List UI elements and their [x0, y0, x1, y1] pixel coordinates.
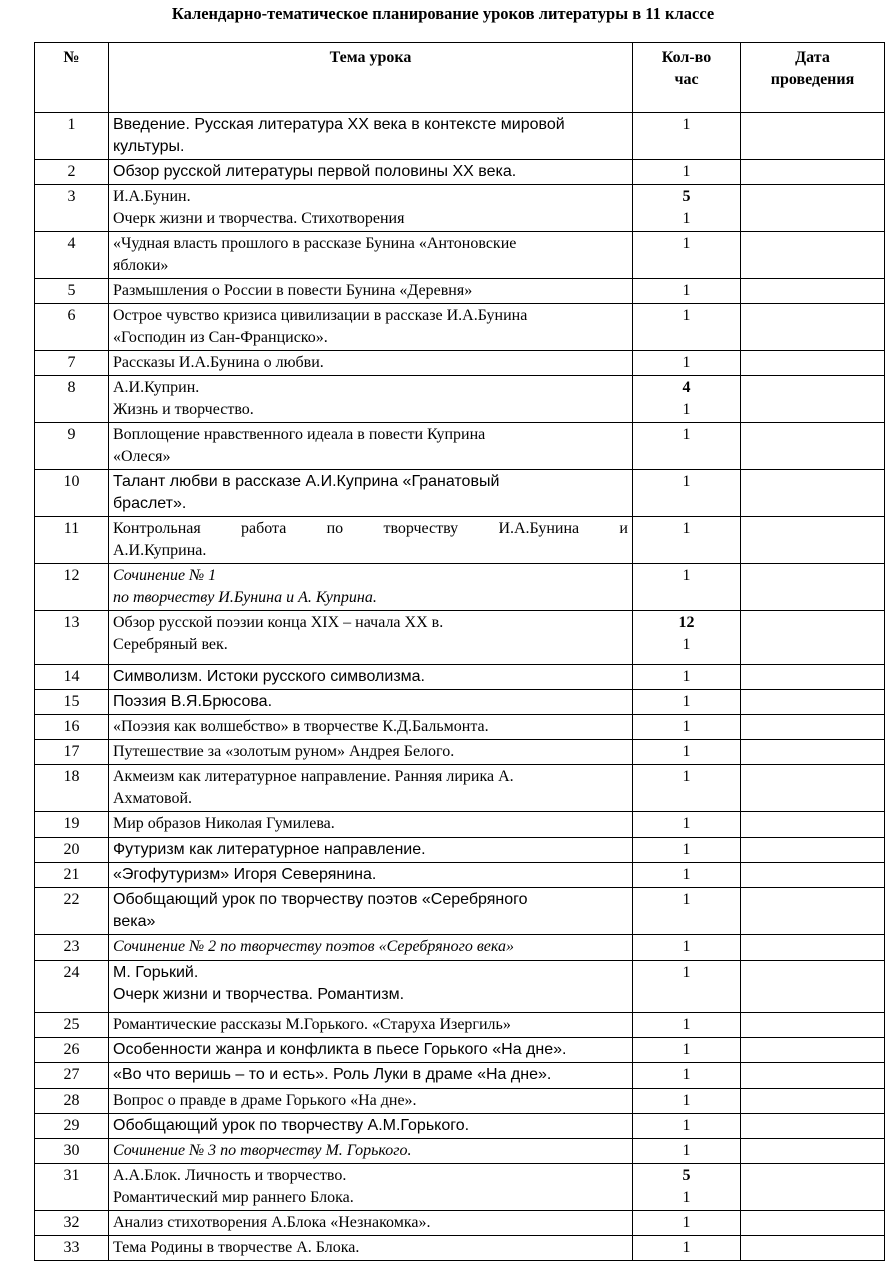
- lesson-topic: [109, 690, 633, 715]
- lesson-hours: [633, 470, 741, 517]
- lesson-topic-line: культуры.: [113, 138, 185, 155]
- lesson-number: 30: [35, 1139, 109, 1164]
- lesson-topic-line: Тема Родины в творчестве А. Блока.: [113, 1239, 360, 1256]
- lesson-hours-value: 1: [682, 1239, 691, 1256]
- lesson-hours: [633, 1089, 741, 1114]
- lesson-hours: [633, 517, 741, 564]
- lesson-date: [741, 665, 885, 690]
- lesson-hours: [633, 665, 741, 690]
- lesson-number: 19: [35, 812, 109, 838]
- lesson-hours: [633, 1236, 741, 1261]
- lesson-topic-line: Акмеизм как литературное направление. Ранняя лирика А.: [113, 768, 514, 785]
- lesson-topic: [109, 1063, 633, 1089]
- lesson-number: 18: [35, 765, 109, 812]
- lesson-date: [741, 376, 885, 423]
- lesson-number: 6: [35, 304, 109, 351]
- lesson-date: [741, 160, 885, 185]
- table-row: [35, 160, 885, 185]
- lesson-hours: [633, 1139, 741, 1164]
- lesson-plan-table: [34, 42, 885, 1261]
- lesson-topic: [109, 564, 633, 611]
- section-hours-total: 12: [678, 614, 695, 631]
- lesson-topic: [109, 1211, 633, 1236]
- lesson-topic-line: Вопрос о правде в драме Горького «На дне».: [113, 1092, 417, 1109]
- lesson-topic: [109, 279, 633, 304]
- lesson-date: [741, 611, 885, 665]
- lesson-topic-line: Поэзия В.Я.Брюсова.: [113, 693, 273, 710]
- lesson-hours-value: 1: [682, 307, 691, 324]
- lesson-topic-line: Обобщающий урок по творчеству А.М.Горького.: [113, 1117, 470, 1134]
- table-row: [35, 690, 885, 715]
- lesson-date: [741, 113, 885, 160]
- lesson-topic: [109, 888, 633, 935]
- lesson-date: [741, 961, 885, 1013]
- lesson-topic-line: Очерк жизни и творчества. Романтизм.: [113, 986, 405, 1003]
- lesson-topic: [109, 376, 633, 423]
- lesson-hours: [633, 715, 741, 740]
- lesson-hours-value: 1: [682, 520, 691, 537]
- lesson-date: [741, 1114, 885, 1139]
- lesson-topic: [109, 863, 633, 888]
- lesson-topic: [109, 715, 633, 740]
- lesson-hours-value: 1: [682, 1214, 691, 1231]
- lesson-date: [741, 423, 885, 470]
- lesson-hours: [633, 1013, 741, 1038]
- lesson-hours-value: 1: [682, 1016, 691, 1033]
- lesson-hours: [633, 185, 741, 232]
- lesson-number: 23: [35, 935, 109, 961]
- lesson-topic-line: Обобщающий урок по творчеству поэтов «Серебряного: [113, 891, 528, 908]
- lesson-number: 13: [35, 611, 109, 665]
- lesson-hours: [633, 961, 741, 1013]
- table-header-row: [35, 43, 885, 113]
- lesson-topic: [109, 304, 633, 351]
- lesson-topic-line: Контрольная работа по творчеству И.А.Бунина и: [113, 520, 628, 537]
- lesson-number: 31: [35, 1164, 109, 1211]
- lesson-topic-line: Анализ стихотворения А.Блока «Незнакомка».: [113, 1214, 431, 1231]
- lesson-date: [741, 935, 885, 961]
- lesson-topic: [109, 1013, 633, 1038]
- lesson-hours-value: 1: [682, 426, 691, 443]
- table-row: [35, 1114, 885, 1139]
- lesson-topic-line: Талант любви в рассказе А.И.Куприна «Гранатовый: [113, 473, 500, 490]
- lesson-topic-line: «Чудная власть прошлого в рассказе Бунина «Антоновские: [113, 235, 517, 252]
- lesson-topic-line: по творчеству И.Бунина и А. Куприна.: [113, 589, 377, 606]
- lesson-topic-line: «Господин из Сан-Франциско».: [113, 329, 328, 346]
- lesson-topic-line: Ахматовой.: [113, 790, 193, 807]
- lesson-number: 2: [35, 160, 109, 185]
- lesson-hours-value: 1: [682, 354, 691, 371]
- lesson-number: 12: [35, 564, 109, 611]
- lesson-hours: [633, 351, 741, 376]
- lesson-hours: [633, 765, 741, 812]
- lesson-hours-value: 1: [682, 1189, 691, 1206]
- table-row: [35, 1013, 885, 1038]
- table-row: [35, 838, 885, 863]
- lesson-hours: [633, 304, 741, 351]
- lesson-hours-value: 1: [682, 210, 691, 227]
- table-row: [35, 935, 885, 961]
- table-row: [35, 1089, 885, 1114]
- lesson-topic-line: Жизнь и творчество.: [113, 401, 254, 418]
- lesson-date: [741, 838, 885, 863]
- lesson-topic: [109, 423, 633, 470]
- lesson-number: 10: [35, 470, 109, 517]
- lesson-topic-line: Серебряный век.: [113, 636, 228, 653]
- lesson-topic-line: И.А.Бунин.: [113, 188, 191, 205]
- lesson-topic: [109, 232, 633, 279]
- lesson-hours: [633, 1164, 741, 1211]
- lesson-date: [741, 1089, 885, 1114]
- lesson-hours-value: 1: [682, 668, 691, 685]
- lesson-topic-line: А.И.Куприна.: [113, 542, 207, 559]
- lesson-hours-value: 1: [682, 1117, 691, 1134]
- lesson-topic-line: Романтические рассказы М.Горького. «Старуха Изергиль»: [113, 1016, 511, 1033]
- lesson-topic-line: Особенности жанра и конфликта в пьесе Горького «На дне».: [113, 1041, 567, 1058]
- table-row: [35, 961, 885, 1013]
- lesson-hours-value: 1: [682, 693, 691, 710]
- lesson-number: 9: [35, 423, 109, 470]
- header-date: [741, 43, 885, 113]
- header-number: №: [35, 43, 109, 113]
- table-row: [35, 765, 885, 812]
- lesson-date: [741, 232, 885, 279]
- lesson-number: 3: [35, 185, 109, 232]
- lesson-number: 8: [35, 376, 109, 423]
- lesson-hours: [633, 1211, 741, 1236]
- lesson-topic: [109, 665, 633, 690]
- header-hours-line2: час: [674, 71, 699, 88]
- lesson-topic-line: «Эгофутуризм» Игоря Северянина.: [113, 866, 377, 883]
- section-hours-total: 5: [682, 188, 691, 205]
- lesson-topic-line: Сочинение № 3 по творчеству М. Горького.: [113, 1142, 412, 1159]
- lesson-hours: [633, 888, 741, 935]
- lesson-topic: [109, 185, 633, 232]
- lesson-hours: [633, 1063, 741, 1089]
- lesson-date: [741, 740, 885, 765]
- lesson-topic-line: Острое чувство кризиса цивилизации в рассказе И.А.Бунина: [113, 307, 528, 324]
- lesson-date: [741, 470, 885, 517]
- table-row: [35, 888, 885, 935]
- lesson-hours-value: 1: [682, 1092, 691, 1109]
- table-row: [35, 470, 885, 517]
- lesson-hours: [633, 812, 741, 838]
- lesson-number: 4: [35, 232, 109, 279]
- lesson-hours: [633, 935, 741, 961]
- table-row: [35, 423, 885, 470]
- lesson-date: [741, 1063, 885, 1089]
- table-row: [35, 1164, 885, 1211]
- lesson-date: [741, 1013, 885, 1038]
- table-row: [35, 665, 885, 690]
- lesson-number: 14: [35, 665, 109, 690]
- lesson-topic-line: Мир образов Николая Гумилева.: [113, 815, 335, 832]
- lesson-topic-line: Введение. Русская литература XX века в контексте мировой: [113, 116, 565, 133]
- lesson-number: 1: [35, 113, 109, 160]
- lesson-hours: [633, 232, 741, 279]
- lesson-hours: [633, 611, 741, 665]
- table-row: [35, 232, 885, 279]
- lesson-topic-line: М. Горький.: [113, 964, 199, 981]
- lesson-date: [741, 715, 885, 740]
- header-date-line2: проведения: [770, 71, 855, 88]
- lesson-hours-value: 1: [682, 938, 691, 955]
- lesson-hours: [633, 1038, 741, 1063]
- lesson-number: 11: [35, 517, 109, 564]
- lesson-hours: [633, 113, 741, 160]
- section-hours-total: 5: [682, 1167, 691, 1184]
- lesson-topic-line: А.А.Блок. Личность и творчество.: [113, 1167, 347, 1184]
- lesson-topic-line: «Олеся»: [113, 448, 171, 465]
- table-row: [35, 1063, 885, 1089]
- lesson-topic: [109, 1038, 633, 1063]
- lesson-number: 28: [35, 1089, 109, 1114]
- table-row: [35, 376, 885, 423]
- lesson-number: 33: [35, 1236, 109, 1261]
- lesson-topic: [109, 611, 633, 665]
- lesson-hours: [633, 863, 741, 888]
- header-topic: Тема урока: [109, 43, 633, 113]
- lesson-hours-value: 1: [682, 841, 691, 858]
- table-row: [35, 863, 885, 888]
- lesson-hours-value: 1: [682, 891, 691, 908]
- lesson-topic: [109, 740, 633, 765]
- lesson-date: [741, 1038, 885, 1063]
- lesson-hours: [633, 423, 741, 470]
- lesson-topic: [109, 113, 633, 160]
- lesson-topic: [109, 470, 633, 517]
- lesson-hours-value: 1: [682, 567, 691, 584]
- lesson-hours-value: 1: [682, 235, 691, 252]
- lesson-number: 5: [35, 279, 109, 304]
- table-row: [35, 715, 885, 740]
- table-row: [35, 517, 885, 564]
- lesson-topic: [109, 935, 633, 961]
- lesson-topic-line: Путешествие за «золотым руном» Андрея Белого.: [113, 743, 455, 760]
- lesson-date: [741, 279, 885, 304]
- lesson-topic-line: яблоки»: [113, 257, 169, 274]
- lesson-topic-line: браслет».: [113, 495, 187, 512]
- lesson-hours-value: 1: [682, 768, 691, 785]
- lesson-date: [741, 564, 885, 611]
- lesson-topic-line: Воплощение нравственного идеала в повести Куприна: [113, 426, 486, 443]
- lesson-hours: [633, 376, 741, 423]
- lesson-topic-line: века»: [113, 913, 156, 930]
- lesson-topic-line: Обзор русской поэзии конца XIX – начала XX в.: [113, 614, 444, 631]
- lesson-topic-line: Рассказы И.А.Бунина о любви.: [113, 354, 324, 371]
- lesson-hours-value: 1: [682, 163, 691, 180]
- lesson-number: 27: [35, 1063, 109, 1089]
- lesson-number: 26: [35, 1038, 109, 1063]
- lesson-topic: [109, 1114, 633, 1139]
- lesson-number: 20: [35, 838, 109, 863]
- section-hours-total: 4: [682, 379, 691, 396]
- lesson-hours: [633, 279, 741, 304]
- lesson-date: [741, 1211, 885, 1236]
- lesson-topic: [109, 1236, 633, 1261]
- lesson-topic-line: Романтический мир раннего Блока.: [113, 1189, 354, 1206]
- lesson-topic-line: Сочинение № 1: [113, 567, 217, 584]
- lesson-topic: [109, 1164, 633, 1211]
- lesson-topic: [109, 517, 633, 564]
- lesson-topic-line: Обзор русской литературы первой половины XX века.: [113, 163, 517, 180]
- lesson-hours-value: 1: [682, 401, 691, 418]
- table-row: [35, 304, 885, 351]
- lesson-number: 15: [35, 690, 109, 715]
- lesson-topic-line: Очерк жизни и творчества. Стихотворения: [113, 210, 405, 227]
- lesson-date: [741, 765, 885, 812]
- lesson-hours-value: 1: [682, 282, 691, 299]
- page-title: Календарно-тематическое планирование уроков литературы в 11 классе: [171, 4, 715, 23]
- lesson-date: [741, 888, 885, 935]
- table-row: [35, 740, 885, 765]
- lesson-number: 32: [35, 1211, 109, 1236]
- lesson-topic: [109, 765, 633, 812]
- lesson-hours-value: 1: [682, 636, 691, 653]
- lesson-topic: [109, 351, 633, 376]
- lesson-topic-line: Футуризм как литературное направление.: [113, 841, 426, 858]
- lesson-date: [741, 1164, 885, 1211]
- lesson-topic-line: А.И.Куприн.: [113, 379, 200, 396]
- lesson-date: [741, 812, 885, 838]
- lesson-hours: [633, 740, 741, 765]
- table-row: [35, 1139, 885, 1164]
- lesson-hours-value: 1: [682, 718, 691, 735]
- lesson-topic-line: «Поэзия как волшебство» в творчестве К.Д.Бальмонта.: [113, 718, 489, 735]
- lesson-hours-value: 1: [682, 1041, 691, 1058]
- lesson-hours-value: 1: [682, 1066, 691, 1083]
- table-row: [35, 113, 885, 160]
- header-hours: [633, 43, 741, 113]
- lesson-hours-value: 1: [682, 964, 691, 981]
- table-row: [35, 1038, 885, 1063]
- lesson-number: 29: [35, 1114, 109, 1139]
- lesson-hours: [633, 564, 741, 611]
- lesson-number: 25: [35, 1013, 109, 1038]
- table-row: [35, 279, 885, 304]
- lesson-hours-value: 1: [682, 743, 691, 760]
- table-row: [35, 812, 885, 838]
- table-row: [35, 351, 885, 376]
- lesson-topic-line: «Во что веришь – то и есть». Роль Луки в драме «На дне».: [113, 1066, 552, 1083]
- lesson-date: [741, 185, 885, 232]
- lesson-topic: [109, 1089, 633, 1114]
- lesson-date: [741, 304, 885, 351]
- lesson-hours: [633, 690, 741, 715]
- table-row: [35, 1211, 885, 1236]
- lesson-date: [741, 863, 885, 888]
- table-row: [35, 1236, 885, 1261]
- lesson-topic: [109, 1139, 633, 1164]
- lesson-number: 21: [35, 863, 109, 888]
- lesson-date: [741, 1236, 885, 1261]
- lesson-number: 16: [35, 715, 109, 740]
- lesson-hours: [633, 838, 741, 863]
- table-row: [35, 564, 885, 611]
- lesson-topic: [109, 838, 633, 863]
- header-hours-line1: Кол-во: [661, 49, 712, 66]
- lesson-topic: [109, 160, 633, 185]
- table-row: [35, 185, 885, 232]
- lesson-number: 22: [35, 888, 109, 935]
- lesson-hours-value: 1: [682, 116, 691, 133]
- lesson-hours-value: 1: [682, 1142, 691, 1159]
- lesson-topic: [109, 961, 633, 1013]
- lesson-number: 7: [35, 351, 109, 376]
- header-date-line1: Дата: [795, 49, 830, 66]
- lesson-topic-line: Размышления о России в повести Бунина «Деревня»: [113, 282, 473, 299]
- lesson-number: 24: [35, 961, 109, 1013]
- lesson-hours: [633, 1114, 741, 1139]
- lesson-date: [741, 351, 885, 376]
- lesson-hours: [633, 160, 741, 185]
- lesson-date: [741, 517, 885, 564]
- lesson-hours-value: 1: [682, 815, 691, 832]
- lesson-date: [741, 1139, 885, 1164]
- lesson-topic-line: Сочинение № 2 по творчеству поэтов «Серебряного века»: [113, 938, 514, 955]
- lesson-topic: [109, 812, 633, 838]
- lesson-topic-line: Символизм. Истоки русского символизма.: [113, 668, 425, 685]
- lesson-number: 17: [35, 740, 109, 765]
- lesson-hours-value: 1: [682, 866, 691, 883]
- lesson-hours-value: 1: [682, 473, 691, 490]
- table-row: [35, 611, 885, 665]
- lesson-date: [741, 690, 885, 715]
